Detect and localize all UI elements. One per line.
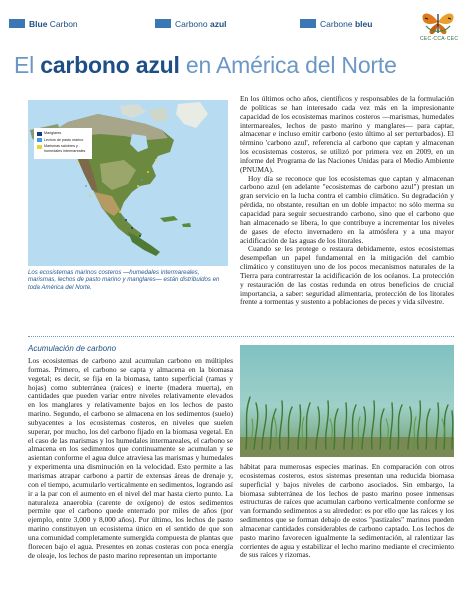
language-bold: bleu — [354, 18, 373, 29]
language-bold: azul — [209, 18, 227, 29]
section-heading: Acumulación de carbono — [28, 344, 117, 353]
map-legend — [34, 128, 92, 159]
legend-label: Marismas salobres y humedales intermareales — [44, 144, 86, 153]
seagrass-photo — [240, 345, 454, 457]
north-america-map — [28, 100, 228, 266]
legend-swatch — [37, 138, 42, 142]
logo-text: CEC·CCA·CEC — [420, 36, 459, 42]
intro-paragraph: Cuando se les protege o restaura debidamente, estos ecosistemas desempeñan un papel fundamental en la mitigación del cambio climático y constituyen uno de los pocos mecanismos naturales de la Tierra para contrarrestar la acidificación de los océanos. La protección y restauración de las costas redunda en otros beneficios de crucial importancia, a saber: seguridad alimentaria, protección de los litorales frente a tormentas y sustento a poblaciones de peces y vida silvestre. — [240, 244, 454, 307]
header-bar — [0, 0, 465, 40]
language-swatch — [9, 19, 25, 28]
language-label-french — [300, 18, 372, 29]
legend-label: Manglares — [44, 131, 62, 135]
cec-butterfly-logo — [418, 6, 458, 40]
map-caption: Los ecosistemas marinos costeros —humedales intermareales, marismas, lechos de pasto marino y manglares— están distribuidos en toda América del Norte. — [28, 269, 220, 291]
intro-text — [240, 95, 454, 307]
title-bold: carbono azul — [40, 52, 180, 78]
title-pre: El — [14, 52, 41, 78]
legend-item-mangroves — [37, 131, 89, 136]
language-swatch — [155, 19, 171, 28]
section-paragraph: hábitat para numerosas especies marinas. En comparación con otros ecosistemas costeros, estos sistemas presentan una reducida biomasa superficial y bajos niveles de carbono asociados. Sin embargo, la biomasa subterránea de los lechos de pasto marino posee inmensas estructuras de raíces que acumulan carbono verticalmente conforme se van formando sedimentos a su alrededor: es por ello que las raíces y los sedimentos que se forman debajo de estos "pastizales" marinos pueden almacenar cantidades considerables de carbono captado. Los lechos de pasto marino favorecen igualmente la sedimentación, al ralentizar las corrientes de agua y estabilizar el lecho marino mediante el crecimiento de sus raíces y rizomas. — [240, 462, 454, 560]
language-swatch — [300, 19, 316, 28]
language-label-spanish — [155, 18, 227, 29]
title-post: en América del Norte — [179, 52, 397, 78]
language-label-english — [9, 18, 78, 29]
legend-swatch — [37, 132, 42, 136]
intro-paragraph: Hoy día se reconoce que los ecosistemas que captan y almacenan carbono azul (en adelante "ecosistemas de carbono azul") prestan un gran servicio en la lucha contra el cambio climático. Su degradación y pérdida, no obstante, resultan en un doble impacto: no sólo merma su capacidad para seguir secuestrando carbono, sino que el carbono que han almacenado se libera, lo que contribuye a incrementar los niveles de gases de efecto invernadero en la atmósfera y a una mayor acidificación de las aguas de los litorales. — [240, 173, 454, 245]
seagrass-illustration — [240, 345, 454, 457]
section-divider — [28, 336, 454, 337]
language-bold: Blue — [29, 18, 48, 29]
language-rest: Carbon — [47, 18, 78, 29]
section-text-left — [28, 357, 233, 560]
legend-item-marshes — [37, 144, 89, 154]
language-rest: Carbone — [320, 18, 355, 29]
language-rest: Carbono — [175, 18, 210, 29]
section-paragraph: Los ecosistemas de carbono azul acumulan carbono en múltiples formas. Primero, el carbono se capta y almacena en la biomasa vegetal; es decir, se fija en la biomasa, tanto superficial (ramas y hojas) como subterránea (raíces) e inerte (madera muerta), en cantidades que pueden variar entre niveles relativamente elevados en los manglares y relativamente bajos en los lechos de pasto marino. Segundo, el carbono se almacena en los sedimentos (suelo) subyacentes a los ecosistemas costeros, en niveles que suelen superar, por mucho, los del carbono fijado en la biomasa vegetal. En el caso de las marismas y los humedales intermareales, el carbono se almacena en los sedimentos que continuamente se acumulan y se asientan conforme el agua dulce atraviesa las marismas y humedales y experimenta una disminución en la velocidad. Esto permite a las marismas atrapar carbono a partir de extensas áreas de drenaje y, con el tiempo, acumularlo verticalmente en sedimentos, logrando así ir a la par con el aumento en el nivel del mar hasta cierto punto. La naturaleza anaerobia (carente de oxígeno) de estos sedimentos permite que el carbono quede enterrado por miles de años (por ejemplo, entre 3,000 y 8,000 años). Por último, los lechos de pasto marino constituyen un ecosistema único en el sentido de que son una comunidad completamente sumergida compuesta de plantas que florecen bajo el agua. Presentes en zonas costeras con poca energía de oleaje, los lechos de pasto marino representan un importante — [28, 356, 233, 560]
map-graphic — [28, 100, 228, 266]
intro-paragraph: En los últimos ocho años, científicos y responsables de la formulación de políticas se han interesado cada vez más en la impresionante capacidad de los ecosistemas marinos costeros —marismas, humedales intermareales, lechos de pasto marino y manglares— para captar, almacenar e incluso emitir carbono (esto último al ser perturbados). El término 'carbono azul', referencia al carbono que captan y almacenan los ecosistemas costeros, se utilizó por primera vez en 2009, en un informe del Programa de las Naciones Unidas para el Medio Ambiente (PNUMA). — [240, 94, 454, 174]
page-title — [14, 52, 397, 79]
legend-item-seagrass — [37, 138, 89, 143]
legend-swatch — [37, 145, 42, 149]
legend-label: Lechos de pasto marino — [44, 137, 84, 142]
section-text-right — [240, 463, 454, 560]
